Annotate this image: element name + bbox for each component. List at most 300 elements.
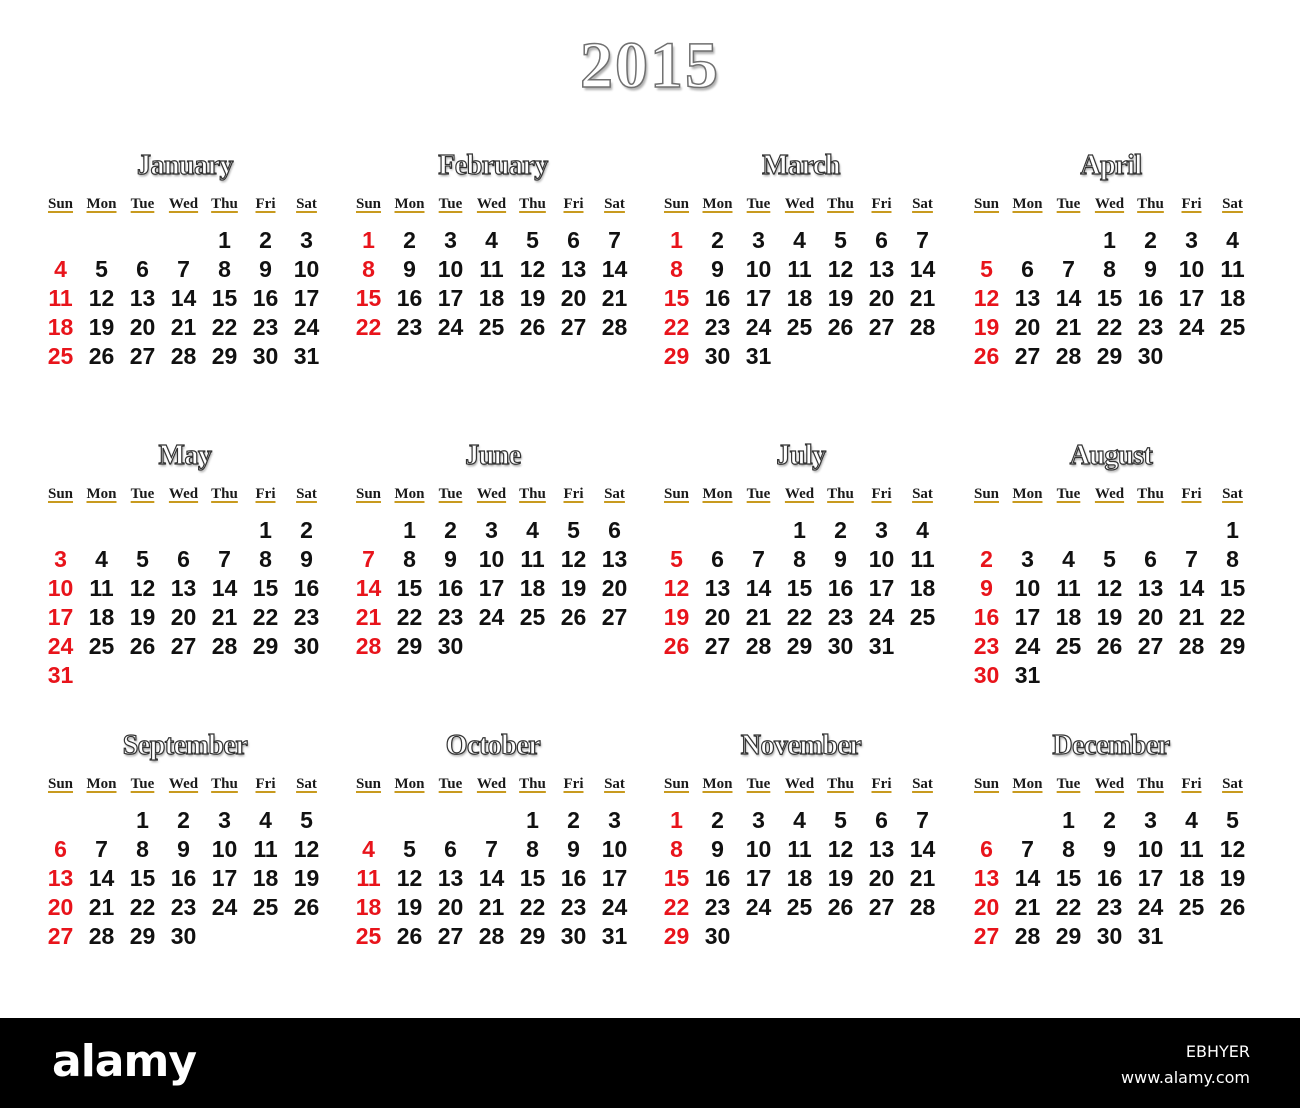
day-blank <box>204 516 245 545</box>
weekday-label: Tue <box>438 776 463 792</box>
day-cell: 8 <box>793 546 806 572</box>
weekday-label: Mon <box>394 196 425 212</box>
day-cell: 20 <box>868 285 895 311</box>
day-cell: 28 <box>1055 343 1082 369</box>
day-cell: 29 <box>1055 923 1082 949</box>
day-cell: 2 <box>711 227 724 253</box>
day-cell: 9 <box>444 546 457 572</box>
day-cell: 4 <box>793 807 806 833</box>
day-cell: 28 <box>909 894 936 920</box>
month-february <box>348 150 638 420</box>
day-cell: 6 <box>1021 256 1034 282</box>
day-cell: 13 <box>560 256 587 282</box>
day-cell: 19 <box>1219 865 1246 891</box>
day-cell-sunday: 31 <box>47 662 74 688</box>
day-cell: 31 <box>868 633 895 659</box>
day-cell: 3 <box>608 807 621 833</box>
day-cell: 19 <box>129 604 156 630</box>
day-cell: 18 <box>909 575 936 601</box>
day-cell: 9 <box>1103 836 1116 862</box>
weekday-label: Sat <box>912 776 933 792</box>
day-cell: 26 <box>519 314 546 340</box>
weekday-label: Wed <box>1094 776 1125 792</box>
day-cell: 17 <box>745 865 772 891</box>
day-cell-sunday: 11 <box>48 285 73 311</box>
day-cell: 1 <box>136 807 149 833</box>
day-cell: 7 <box>608 227 621 253</box>
day-blank <box>81 226 122 255</box>
day-cell: 18 <box>1219 285 1246 311</box>
day-cell-sunday: 10 <box>47 575 74 601</box>
day-cell: 5 <box>1226 807 1239 833</box>
weekday-label: Sun <box>47 776 74 792</box>
day-cell-sunday: 27 <box>973 923 1000 949</box>
weekday-label: Wed <box>168 196 199 212</box>
watermark-footer <box>0 1018 1300 1108</box>
days-grid <box>966 226 1256 371</box>
day-cell: 1 <box>1103 227 1116 253</box>
day-cell: 30 <box>252 343 279 369</box>
day-cell: 29 <box>252 633 279 659</box>
weekday-label: Tue <box>1056 776 1081 792</box>
day-cell: 24 <box>211 894 238 920</box>
weekday-label: Mon <box>86 486 117 502</box>
day-cell: 3 <box>875 517 888 543</box>
day-cell: 9 <box>834 546 847 572</box>
day-cell: 26 <box>1219 894 1246 920</box>
day-cell-sunday: 13 <box>973 865 1000 891</box>
day-cell: 23 <box>252 314 279 340</box>
day-cell: 17 <box>478 575 505 601</box>
day-cell: 21 <box>170 314 197 340</box>
weekday-label: Mon <box>702 196 733 212</box>
day-cell: 17 <box>601 865 628 891</box>
day-cell: 28 <box>88 923 115 949</box>
month-name: May <box>158 440 212 471</box>
month-name: November <box>740 730 862 761</box>
day-cell: 6 <box>136 256 149 282</box>
day-cell-sunday: 15 <box>355 285 382 311</box>
day-cell: 29 <box>519 923 546 949</box>
day-cell: 21 <box>1178 604 1205 630</box>
day-cell: 18 <box>1055 604 1082 630</box>
day-cell-sunday: 22 <box>663 894 690 920</box>
day-cell: 30 <box>560 923 587 949</box>
day-cell-sunday: 27 <box>47 923 74 949</box>
day-cell: 12 <box>88 285 115 311</box>
day-cell: 25 <box>909 604 936 630</box>
weekday-header <box>348 196 638 213</box>
day-cell: 16 <box>1096 865 1123 891</box>
day-cell: 6 <box>567 227 580 253</box>
day-cell: 27 <box>560 314 587 340</box>
day-blank <box>697 516 738 545</box>
day-cell: 10 <box>293 256 320 282</box>
weekday-label: Fri <box>255 196 276 212</box>
weekday-label: Tue <box>746 776 771 792</box>
day-blank <box>966 806 1007 835</box>
day-blank <box>1007 806 1048 835</box>
day-cell: 3 <box>485 517 498 543</box>
day-cell: 1 <box>259 517 272 543</box>
weekday-label: Fri <box>1181 196 1202 212</box>
day-cell: 10 <box>1178 256 1205 282</box>
day-cell: 21 <box>909 865 936 891</box>
day-cell: 20 <box>170 604 197 630</box>
days-grid <box>40 516 330 690</box>
day-cell: 2 <box>259 227 272 253</box>
day-cell: 14 <box>1178 575 1205 601</box>
day-cell-sunday: 29 <box>663 343 690 369</box>
day-cell: 26 <box>827 894 854 920</box>
weekday-label: Sun <box>355 486 382 502</box>
day-cell: 7 <box>1062 256 1075 282</box>
day-cell-sunday: 12 <box>663 575 690 601</box>
weekday-label: Mon <box>86 776 117 792</box>
day-cell: 7 <box>1021 836 1034 862</box>
day-cell: 7 <box>916 227 929 253</box>
day-cell: 9 <box>567 836 580 862</box>
day-cell: 28 <box>1178 633 1205 659</box>
day-cell: 9 <box>259 256 272 282</box>
day-cell: 20 <box>129 314 156 340</box>
day-cell: 23 <box>827 604 854 630</box>
day-cell: 26 <box>396 923 423 949</box>
weekday-label: Fri <box>255 486 276 502</box>
day-cell: 23 <box>560 894 587 920</box>
day-cell: 29 <box>396 633 423 659</box>
day-cell: 14 <box>909 256 936 282</box>
day-blank <box>40 226 81 255</box>
day-cell: 13 <box>601 546 628 572</box>
day-cell: 29 <box>1219 633 1246 659</box>
day-cell: 16 <box>560 865 587 891</box>
day-cell: 13 <box>868 836 895 862</box>
day-blank <box>40 806 81 835</box>
day-blank <box>122 226 163 255</box>
day-cell: 12 <box>293 836 320 862</box>
year-title: 2015 <box>580 29 720 102</box>
day-cell: 11 <box>1220 256 1245 282</box>
day-cell: 11 <box>1179 836 1204 862</box>
day-cell: 30 <box>1096 923 1123 949</box>
day-blank <box>1048 226 1089 255</box>
weekday-label: Mon <box>1012 776 1043 792</box>
day-cell: 8 <box>218 256 231 282</box>
day-cell: 29 <box>211 343 238 369</box>
day-cell: 13 <box>868 256 895 282</box>
day-cell: 27 <box>601 604 628 630</box>
weekday-label: Mon <box>394 486 425 502</box>
day-cell: 8 <box>1103 256 1116 282</box>
day-cell: 24 <box>1137 894 1164 920</box>
day-cell: 15 <box>396 575 423 601</box>
day-cell: 30 <box>437 633 464 659</box>
day-cell: 11 <box>479 256 504 282</box>
day-cell: 25 <box>1219 314 1246 340</box>
day-cell: 31 <box>1014 662 1041 688</box>
day-cell: 25 <box>1055 633 1082 659</box>
day-cell: 29 <box>1096 343 1123 369</box>
day-cell: 4 <box>259 807 272 833</box>
day-cell: 21 <box>745 604 772 630</box>
day-cell: 6 <box>711 546 724 572</box>
day-cell: 27 <box>704 633 731 659</box>
month-april <box>966 150 1256 420</box>
day-cell-sunday: 16 <box>973 604 1000 630</box>
day-cell: 14 <box>745 575 772 601</box>
day-cell: 21 <box>1055 314 1082 340</box>
day-blank <box>40 516 81 545</box>
weekday-label: Sun <box>47 196 74 212</box>
day-cell-sunday: 17 <box>47 604 74 630</box>
weekday-label: Fri <box>255 776 276 792</box>
month-november <box>656 730 946 1000</box>
day-cell: 5 <box>300 807 313 833</box>
weekday-label: Wed <box>784 776 815 792</box>
day-cell: 26 <box>293 894 320 920</box>
weekday-header <box>348 776 638 793</box>
day-cell: 24 <box>745 314 772 340</box>
weekday-label: Sun <box>973 196 1000 212</box>
day-cell: 5 <box>526 227 539 253</box>
day-cell: 11 <box>253 836 278 862</box>
day-cell: 23 <box>1096 894 1123 920</box>
day-cell: 4 <box>1226 227 1239 253</box>
day-cell: 20 <box>601 575 628 601</box>
day-cell: 3 <box>1021 546 1034 572</box>
day-cell-sunday: 8 <box>670 256 683 282</box>
weekday-header <box>656 196 946 213</box>
weekday-label: Thu <box>827 776 854 792</box>
day-cell: 7 <box>916 807 929 833</box>
day-cell: 13 <box>437 865 464 891</box>
day-cell: 2 <box>444 517 457 543</box>
day-cell-sunday: 28 <box>355 633 382 659</box>
day-cell-sunday: 20 <box>47 894 74 920</box>
day-cell: 17 <box>293 285 320 311</box>
day-cell: 7 <box>485 836 498 862</box>
weekday-header <box>966 776 1256 793</box>
day-cell: 6 <box>444 836 457 862</box>
day-cell: 13 <box>170 575 197 601</box>
day-cell: 26 <box>129 633 156 659</box>
day-cell: 31 <box>1137 923 1164 949</box>
days-grid <box>966 806 1256 951</box>
day-cell: 22 <box>252 604 279 630</box>
day-cell-sunday: 15 <box>663 285 690 311</box>
weekday-label: Thu <box>519 776 546 792</box>
day-cell-sunday: 26 <box>663 633 690 659</box>
day-cell: 20 <box>437 894 464 920</box>
day-cell: 12 <box>1219 836 1246 862</box>
day-cell: 23 <box>437 604 464 630</box>
weekday-label: Sat <box>1222 196 1243 212</box>
days-grid <box>656 806 946 951</box>
day-cell: 2 <box>1144 227 1157 253</box>
day-cell: 18 <box>1178 865 1205 891</box>
day-cell: 17 <box>211 865 238 891</box>
day-cell: 4 <box>793 227 806 253</box>
weekday-label: Thu <box>211 776 238 792</box>
day-cell: 9 <box>300 546 313 572</box>
day-cell: 24 <box>868 604 895 630</box>
day-cell: 14 <box>478 865 505 891</box>
day-cell: 12 <box>1096 575 1123 601</box>
day-cell: 19 <box>827 285 854 311</box>
weekday-label: Thu <box>1137 486 1164 502</box>
weekday-label: Sun <box>663 196 690 212</box>
month-january <box>40 150 330 420</box>
day-cell: 20 <box>560 285 587 311</box>
day-cell: 28 <box>601 314 628 340</box>
day-cell: 23 <box>704 894 731 920</box>
day-cell: 2 <box>711 807 724 833</box>
day-blank <box>1048 516 1089 545</box>
day-cell: 2 <box>1103 807 1116 833</box>
weekday-label: Fri <box>871 196 892 212</box>
day-cell: 17 <box>745 285 772 311</box>
days-grid <box>40 806 330 951</box>
weekday-label: Thu <box>827 486 854 502</box>
day-cell: 15 <box>1219 575 1246 601</box>
day-cell: 2 <box>403 227 416 253</box>
day-cell-sunday: 23 <box>973 633 1000 659</box>
day-cell: 19 <box>88 314 115 340</box>
day-cell: 21 <box>909 285 936 311</box>
month-july <box>656 440 946 710</box>
month-name: June <box>465 440 521 471</box>
day-cell-sunday: 26 <box>973 343 1000 369</box>
weekday-label: Wed <box>784 196 815 212</box>
weekday-label: Sun <box>973 776 1000 792</box>
weekday-label: Wed <box>1094 486 1125 502</box>
day-cell: 18 <box>252 865 279 891</box>
day-blank <box>1171 516 1212 545</box>
day-cell: 10 <box>745 256 772 282</box>
days-grid <box>656 516 946 661</box>
day-cell: 24 <box>437 314 464 340</box>
day-cell: 25 <box>252 894 279 920</box>
day-blank <box>81 806 122 835</box>
weekday-header <box>966 486 1256 503</box>
day-cell: 14 <box>1055 285 1082 311</box>
day-cell: 16 <box>827 575 854 601</box>
day-cell: 8 <box>136 836 149 862</box>
day-cell: 30 <box>293 633 320 659</box>
day-cell-sunday: 19 <box>973 314 1000 340</box>
day-cell: 16 <box>1137 285 1164 311</box>
weekday-label: Sat <box>1222 776 1243 792</box>
day-cell-sunday: 29 <box>663 923 690 949</box>
day-cell: 4 <box>1185 807 1198 833</box>
day-cell: 25 <box>786 894 813 920</box>
day-cell: 11 <box>787 836 812 862</box>
day-cell: 19 <box>396 894 423 920</box>
day-cell: 12 <box>396 865 423 891</box>
day-cell: 14 <box>88 865 115 891</box>
day-cell: 20 <box>1137 604 1164 630</box>
day-cell: 10 <box>745 836 772 862</box>
weekday-label: Thu <box>827 196 854 212</box>
weekday-label: Tue <box>438 196 463 212</box>
day-cell: 9 <box>403 256 416 282</box>
day-cell: 22 <box>396 604 423 630</box>
day-cell: 25 <box>786 314 813 340</box>
day-cell: 22 <box>519 894 546 920</box>
day-cell: 27 <box>129 343 156 369</box>
day-blank <box>81 516 122 545</box>
month-name: August <box>1069 440 1153 471</box>
day-cell-sunday: 8 <box>362 256 375 282</box>
day-cell: 21 <box>1014 894 1041 920</box>
day-cell-sunday: 11 <box>356 865 381 891</box>
weekday-header <box>40 196 330 213</box>
days-grid <box>966 516 1256 690</box>
month-name: September <box>122 730 248 761</box>
day-cell: 4 <box>485 227 498 253</box>
day-cell: 26 <box>1096 633 1123 659</box>
day-cell: 31 <box>745 343 772 369</box>
day-cell: 14 <box>170 285 197 311</box>
weekday-label: Sun <box>663 486 690 502</box>
day-cell: 19 <box>560 575 587 601</box>
day-cell-sunday: 4 <box>362 836 375 862</box>
weekday-label: Sun <box>663 776 690 792</box>
day-cell-sunday: 25 <box>355 923 382 949</box>
month-june <box>348 440 638 710</box>
month-name: December <box>1052 730 1170 761</box>
weekday-label: Thu <box>1137 776 1164 792</box>
day-cell: 7 <box>752 546 765 572</box>
day-cell: 15 <box>1055 865 1082 891</box>
weekday-header <box>40 486 330 503</box>
day-cell: 3 <box>1144 807 1157 833</box>
day-blank <box>122 516 163 545</box>
weekday-label: Fri <box>871 776 892 792</box>
day-cell: 5 <box>403 836 416 862</box>
month-october <box>348 730 638 1000</box>
day-cell: 6 <box>608 517 621 543</box>
day-cell: 16 <box>170 865 197 891</box>
day-cell: 14 <box>909 836 936 862</box>
day-cell: 27 <box>170 633 197 659</box>
weekday-label: Wed <box>784 486 815 502</box>
month-name: January <box>136 150 234 181</box>
weekday-label: Tue <box>1056 486 1081 502</box>
weekday-label: Mon <box>86 196 117 212</box>
day-cell: 8 <box>526 836 539 862</box>
day-cell: 17 <box>1014 604 1041 630</box>
day-cell: 13 <box>129 285 156 311</box>
day-cell: 4 <box>526 517 539 543</box>
month-name: April <box>1080 150 1142 181</box>
day-blank <box>430 806 471 835</box>
day-cell: 25 <box>1178 894 1205 920</box>
weekday-label: Tue <box>1056 196 1081 212</box>
day-cell: 8 <box>1062 836 1075 862</box>
weekday-label: Wed <box>476 776 507 792</box>
weekday-label: Sat <box>912 196 933 212</box>
brand-logo: alamy <box>52 1036 196 1087</box>
day-cell: 22 <box>1219 604 1246 630</box>
day-blank <box>1007 516 1048 545</box>
day-cell: 30 <box>170 923 197 949</box>
weekday-label: Fri <box>1181 776 1202 792</box>
day-cell: 18 <box>786 865 813 891</box>
day-cell: 3 <box>300 227 313 253</box>
day-cell: 15 <box>129 865 156 891</box>
